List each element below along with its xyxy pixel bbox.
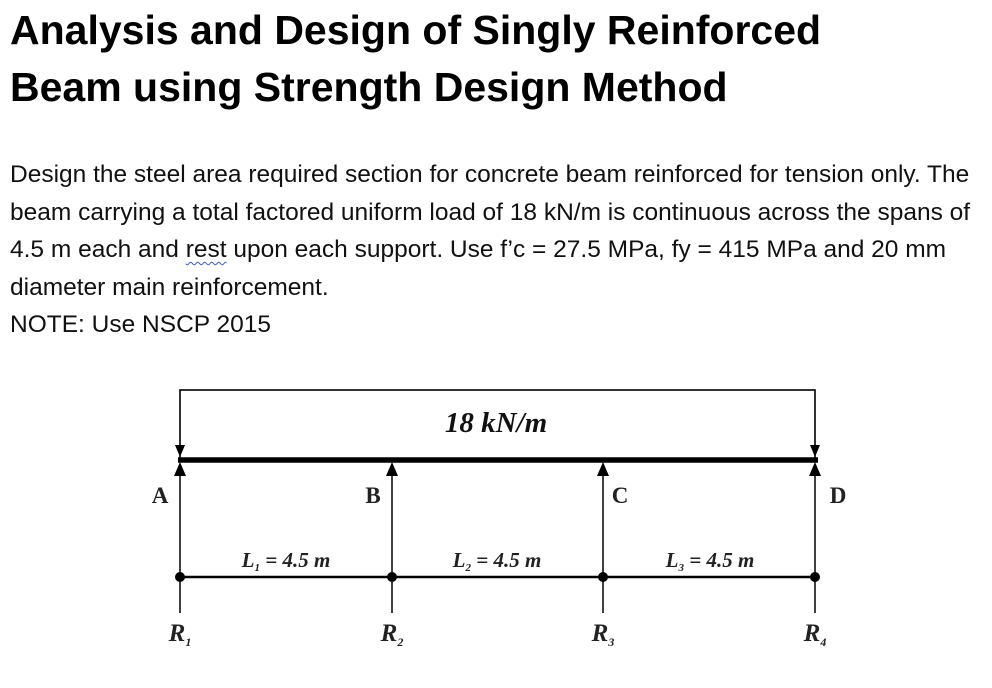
- span-label-1: L1 = 4.5 m: [241, 548, 331, 574]
- support-arrow-a: [174, 462, 186, 476]
- support-label-b: B: [365, 483, 381, 508]
- reaction-label-3: $R_3$: [591, 620, 615, 649]
- load-arrow-right: [810, 445, 820, 457]
- support-label-d: D: [829, 483, 847, 508]
- support-label-a: A: [151, 483, 169, 508]
- support-arrow-d: [809, 462, 821, 476]
- title-line-1: Analysis and Design of Singly Reinforced: [10, 7, 822, 53]
- span-label-2: L2 = 4.5 m: [452, 548, 542, 574]
- problem-statement: [10, 156, 985, 344]
- title-line-2: Beam using Strength Design Method: [10, 64, 728, 110]
- dimension-dot-c: [598, 572, 608, 582]
- problem-text: [10, 156, 985, 306]
- reaction-label-2: $R_2$: [380, 620, 404, 649]
- support-arrow-b: [386, 462, 398, 476]
- dimension-dot-b: [387, 572, 397, 582]
- dimension-dot-a: [175, 572, 185, 582]
- span-label-3: L3 = 4.5 m: [665, 548, 755, 574]
- reaction-label-1: $R_1$: [168, 620, 192, 649]
- support-arrow-c: [597, 462, 609, 476]
- load-label: 18 kN/m: [444, 407, 548, 439]
- problem-text-part-1: Design the steel area required section for concrete beam reinforced for tension only. The beam carrying a total factored uniform load of 18 kN/m is continuous across the spans of 4.5 m each and: [10, 161, 971, 263]
- spellcheck-word-rest[interactable]: rest: [185, 236, 227, 263]
- dimension-dot-d: [810, 572, 820, 582]
- load-arrow-left: [175, 445, 185, 457]
- problem-note: NOTE: Use NSCP 2015: [10, 311, 271, 338]
- reaction-label-4: $R_4$: [803, 620, 827, 649]
- page-title: [10, 2, 970, 116]
- beam-diagram: [140, 375, 860, 675]
- support-label-c: C: [611, 483, 629, 508]
- problem-text-part-2: upon each support. Use f’c = 27.5 MPa, fy = 415 MPa and 20 mm diameter main reinforcement.: [10, 236, 947, 301]
